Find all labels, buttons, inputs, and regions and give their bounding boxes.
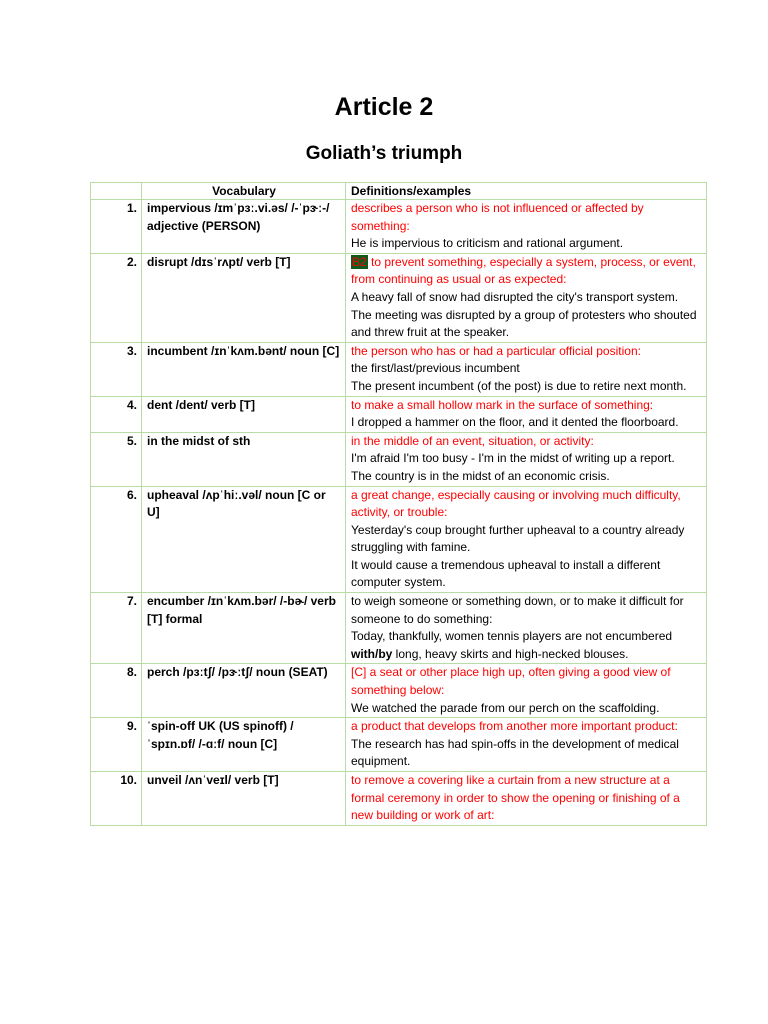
example-sentence: I'm afraid I'm too busy - I'm in the midst of writing up a report.: [351, 451, 675, 466]
vocabulary-term: encumber /ɪnˈkʌm.bər/ /-bɚ/ verb [T] formal: [142, 593, 346, 664]
row-number: 1.: [91, 200, 142, 254]
table-row: [91, 342, 707, 396]
example-sentence: He is impervious to criticism and rational argument.: [351, 236, 624, 251]
definitions-column-header: Definitions/examples: [346, 183, 707, 200]
page-title: Article 2: [334, 93, 434, 121]
definition-text-span: the person who has or had a particular official position:: [351, 343, 641, 358]
definition-cell: [346, 342, 707, 396]
example-sentence: [351, 628, 702, 663]
row-number: 3.: [91, 342, 142, 396]
number-column-header: [91, 183, 142, 200]
definition-text-span: in the middle of an event, situation, or activity:: [351, 433, 594, 448]
definition-cell: [346, 718, 707, 772]
definition-text: [351, 718, 702, 736]
vocabulary-term: dent /dent/ verb [T]: [142, 396, 346, 432]
row-number: 2.: [91, 253, 142, 342]
definition-cell: [346, 200, 707, 254]
definition-text-span: to make a small hollow mark in the surface of something:: [351, 397, 654, 412]
vocabulary-term: unveil /ʌnˈveɪl/ verb [T]: [142, 772, 346, 826]
vocabulary-term: perch /pɜːtʃ/ /pɝːtʃ/ noun (SEAT): [142, 664, 346, 718]
example-text: long, heavy skirts and high-necked blouses.: [392, 646, 629, 661]
vocabulary-term: incumbent /ɪnˈkʌm.bənt/ noun [C]: [142, 342, 346, 396]
definition-text: [351, 397, 702, 415]
example-sentence: It would cause a tremendous upheaval to install a different computer system.: [351, 557, 661, 590]
vocabulary-term: ˈspin-off UK (US spinoff) /ˈspɪn.ɒf/ /-ɑːf/ noun [C]: [142, 718, 346, 772]
table-row: [91, 396, 707, 432]
row-number: 9.: [91, 718, 142, 772]
level-badge: B2: [352, 254, 367, 269]
row-number: 5.: [91, 432, 142, 486]
example-text: Today, thankfully, women tennis players are not encumbered: [351, 629, 673, 644]
row-number: 10.: [91, 772, 142, 826]
definition-cell: [346, 772, 707, 826]
definition-text: [351, 254, 702, 289]
example-sentence: The country is in the midst of an economic crisis.: [351, 468, 610, 483]
table-row: [91, 718, 707, 772]
row-number: 6.: [91, 486, 142, 593]
example-sentence: The research has had spin-offs in the development of medical equipment.: [351, 736, 679, 769]
row-number: 8.: [91, 664, 142, 718]
definition-cell: [346, 664, 707, 718]
definition-text-span: to remove a covering like a curtain from a new structure at a formal ceremony in order to show the opening or finishing of a new building or work of art:: [351, 773, 680, 823]
example-sentence: We watched the parade from our perch on the scaffolding.: [351, 700, 660, 715]
table-row: [91, 593, 707, 664]
vocabulary-column-header: Vocabulary: [142, 183, 346, 200]
definition-text: [351, 343, 702, 361]
table-header-row: [91, 183, 707, 200]
definition-text-span: to prevent something, especially a system, process, or event, from continuing as usual or as expected:: [351, 254, 696, 287]
vocabulary-term: in the midst of sth: [142, 432, 346, 486]
example-sentence: The meeting was disrupted by a group of protesters who shouted and threw fruit at the speaker.: [351, 307, 697, 340]
example-sentence: The present incumbent (of the post) is due to retire next month.: [351, 378, 687, 393]
definition-text: [351, 487, 702, 522]
row-number: 7.: [91, 593, 142, 664]
table-row: [91, 432, 707, 486]
example-sentence: I dropped a hammer on the floor, and it dented the floorboard.: [351, 415, 679, 430]
vocabulary-term: impervious /ɪmˈpɜː.vi.əs/ /-ˈpɝː-/ adjective (PERSON): [142, 200, 346, 254]
table-row: [91, 772, 707, 826]
definition-text-span: a great change, especially causing or involving much difficulty, activity, or trouble:: [351, 487, 681, 520]
table-row: [91, 664, 707, 718]
definition-cell: [346, 593, 707, 664]
vocabulary-term: disrupt /dɪsˈrʌpt/ verb [T]: [142, 253, 346, 342]
definition-cell: [346, 432, 707, 486]
article-subtitle: Goliath’s triumph: [305, 143, 463, 164]
row-number: 4.: [91, 396, 142, 432]
definition-cell: [346, 486, 707, 593]
vocabulary-term: upheaval /ʌpˈhiː.vəl/ noun [C or U]: [142, 486, 346, 593]
definition-text: [351, 664, 702, 699]
table-row: [91, 200, 707, 254]
example-sentence: Yesterday's coup brought further upheaval to a country already struggling with famine.: [351, 522, 685, 555]
definition-text: [351, 433, 702, 451]
example-bold-text: with/by: [351, 646, 393, 661]
definition-text: [351, 772, 702, 825]
definition-text: to weigh someone or something down, or to make it difficult for someone to do something:: [351, 594, 684, 626]
definition-text-span: describes a person who is not influenced or affected by something:: [351, 201, 644, 233]
definition-text-span: [C] a seat or other place high up, often giving a good view of something below:: [351, 665, 671, 698]
definition-cell: [346, 253, 707, 342]
definition-cell: [346, 396, 707, 432]
definition-text: [351, 200, 702, 235]
example-sentence: the first/last/previous incumbent: [351, 361, 520, 376]
table-row: [91, 253, 707, 342]
definition-text-span: a product that develops from another more important product:: [351, 719, 678, 734]
example-sentence: A heavy fall of snow had disrupted the city's transport system.: [351, 289, 679, 304]
vocabulary-table: [90, 182, 707, 826]
table-row: [91, 486, 707, 593]
